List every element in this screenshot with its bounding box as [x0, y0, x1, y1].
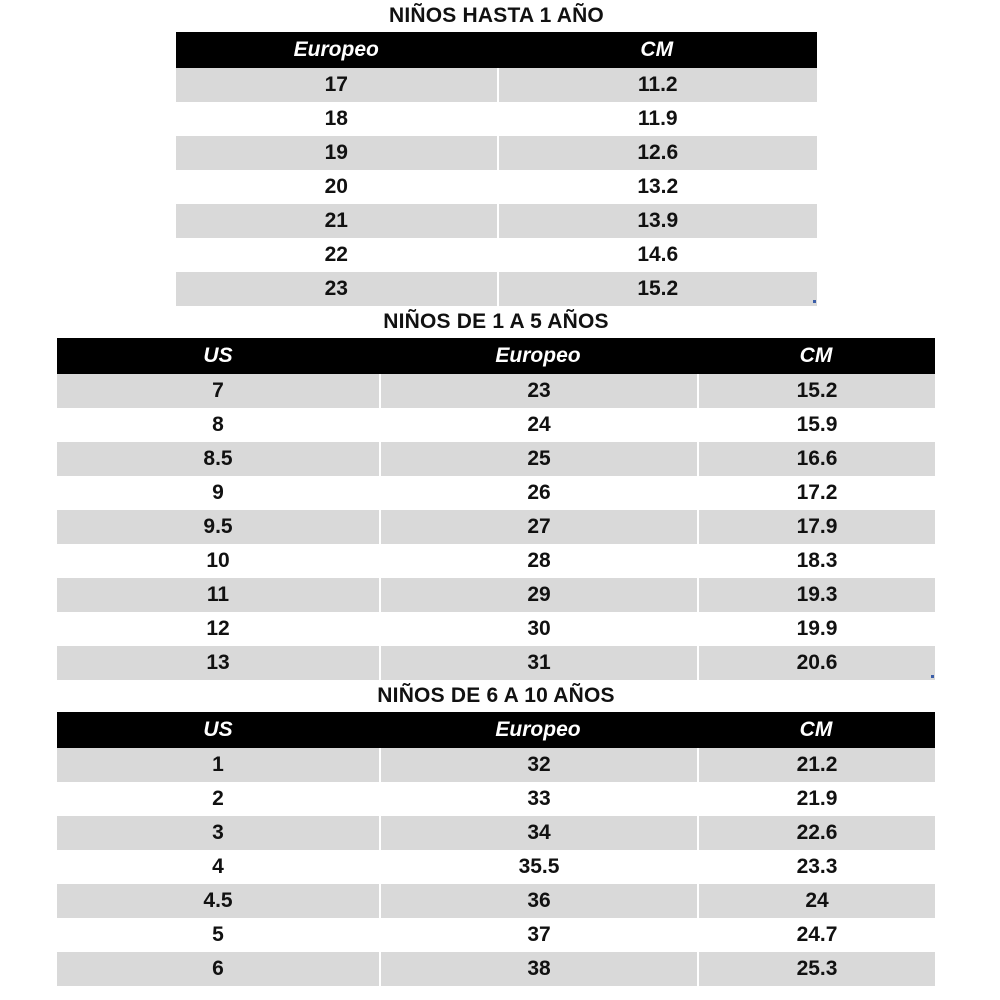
cell-europeo: 25: [379, 442, 697, 476]
cell-europeo: 22: [324, 243, 348, 266]
cell-cm: 13.2: [497, 170, 818, 204]
header-us: US: [203, 718, 233, 741]
cell-europeo: 19: [324, 141, 348, 164]
selection-handle: [931, 675, 934, 678]
cell-europeo: 32: [379, 748, 697, 782]
cell-us: 10: [206, 549, 230, 572]
cell-europeo: 21: [324, 209, 348, 232]
table-header-row: [57, 338, 935, 374]
cell-europeo: 26: [379, 476, 697, 510]
cell-cm: 13.9: [497, 204, 818, 238]
table-row: [57, 850, 935, 884]
cell-cm: 24.7: [697, 918, 935, 952]
cell-europeo: 18: [324, 107, 348, 130]
cell-us: 6: [212, 957, 224, 980]
cell-europeo: 30: [379, 612, 697, 646]
cell-europeo: 38: [379, 952, 697, 986]
cell-us: 8: [212, 413, 224, 436]
size-table-6-to-10-years: [57, 680, 935, 986]
table-row: [176, 170, 817, 204]
table-row: [57, 476, 935, 510]
table-row: [57, 408, 935, 442]
cell-europeo: 23: [379, 374, 697, 408]
header-europeo: Europeo: [293, 38, 379, 61]
selection-handle: [813, 300, 816, 303]
cell-us: 4.5: [203, 889, 233, 912]
table-title: NIÑOS DE 1 A 5 AÑOS: [57, 306, 935, 338]
cell-us: 12: [206, 617, 230, 640]
cell-europeo: 36: [379, 884, 697, 918]
cell-cm: 19.3: [697, 578, 935, 612]
cell-cm: 19.9: [697, 612, 935, 646]
table-row: [176, 204, 817, 238]
table-header-row: [57, 712, 935, 748]
size-table-newborn: [176, 0, 817, 306]
cell-cm: 20.6: [697, 646, 935, 680]
cell-cm: 17.2: [697, 476, 935, 510]
table-header-row: [176, 32, 817, 68]
cell-cm: 24: [697, 884, 935, 918]
size-table-1-to-5-years: [57, 306, 935, 680]
cell-cm: 15.9: [697, 408, 935, 442]
table-title: NIÑOS DE 6 A 10 AÑOS: [57, 680, 935, 712]
table-row: [57, 782, 935, 816]
table-row: [57, 578, 935, 612]
cell-cm: 21.9: [697, 782, 935, 816]
table-row: [176, 272, 817, 306]
cell-europeo: 33: [379, 782, 697, 816]
table-row: [57, 646, 935, 680]
cell-us: 4: [212, 855, 224, 878]
cell-europeo: 24: [379, 408, 697, 442]
header-cm: CM: [799, 718, 833, 741]
cell-cm: 17.9: [697, 510, 935, 544]
cell-us: 11: [206, 583, 230, 606]
cell-europeo: 28: [379, 544, 697, 578]
cell-europeo: 20: [324, 175, 348, 198]
table-row: [176, 102, 817, 136]
cell-us: 9: [212, 481, 224, 504]
table-row: [176, 68, 817, 102]
cell-europeo: 35.5: [379, 850, 697, 884]
cell-us: 9.5: [203, 515, 233, 538]
table-row: [57, 884, 935, 918]
table-row: [57, 544, 935, 578]
cell-us: 8.5: [203, 447, 233, 470]
cell-us: 1: [212, 753, 224, 776]
cell-cm: 12.6: [497, 136, 818, 170]
cell-cm: 14.6: [497, 238, 818, 272]
header-cm: CM: [799, 344, 833, 367]
table-row: [57, 816, 935, 850]
cell-us: 13: [206, 651, 230, 674]
table-row: [57, 442, 935, 476]
cell-europeo: 37: [379, 918, 697, 952]
cell-cm: 18.3: [697, 544, 935, 578]
cell-cm: 23.3: [697, 850, 935, 884]
header-us: US: [203, 344, 233, 367]
cell-europeo: 27: [379, 510, 697, 544]
cell-cm: 15.2: [497, 272, 818, 306]
cell-cm: 22.6: [697, 816, 935, 850]
cell-us: 2: [212, 787, 224, 810]
cell-europeo: 29: [379, 578, 697, 612]
table-row: [176, 136, 817, 170]
table-row: [57, 952, 935, 986]
header-cm: CM: [640, 38, 674, 61]
table-row: [57, 374, 935, 408]
cell-us: 5: [212, 923, 224, 946]
cell-cm: 11.2: [497, 68, 818, 102]
table-title: NIÑOS HASTA 1 AÑO: [176, 0, 817, 32]
table-row: [57, 612, 935, 646]
table-row: [176, 238, 817, 272]
cell-us: 7: [212, 379, 224, 402]
cell-cm: 21.2: [697, 748, 935, 782]
cell-europeo: 31: [379, 646, 697, 680]
header-europeo: Europeo: [495, 344, 581, 367]
header-europeo: Europeo: [495, 718, 581, 741]
cell-europeo: 23: [324, 277, 348, 300]
cell-europeo: 34: [379, 816, 697, 850]
cell-europeo: 17: [324, 73, 348, 96]
cell-us: 3: [212, 821, 224, 844]
table-row: [57, 510, 935, 544]
cell-cm: 25.3: [697, 952, 935, 986]
cell-cm: 15.2: [697, 374, 935, 408]
table-row: [57, 918, 935, 952]
cell-cm: 11.9: [497, 102, 818, 136]
table-row: [57, 748, 935, 782]
cell-cm: 16.6: [697, 442, 935, 476]
